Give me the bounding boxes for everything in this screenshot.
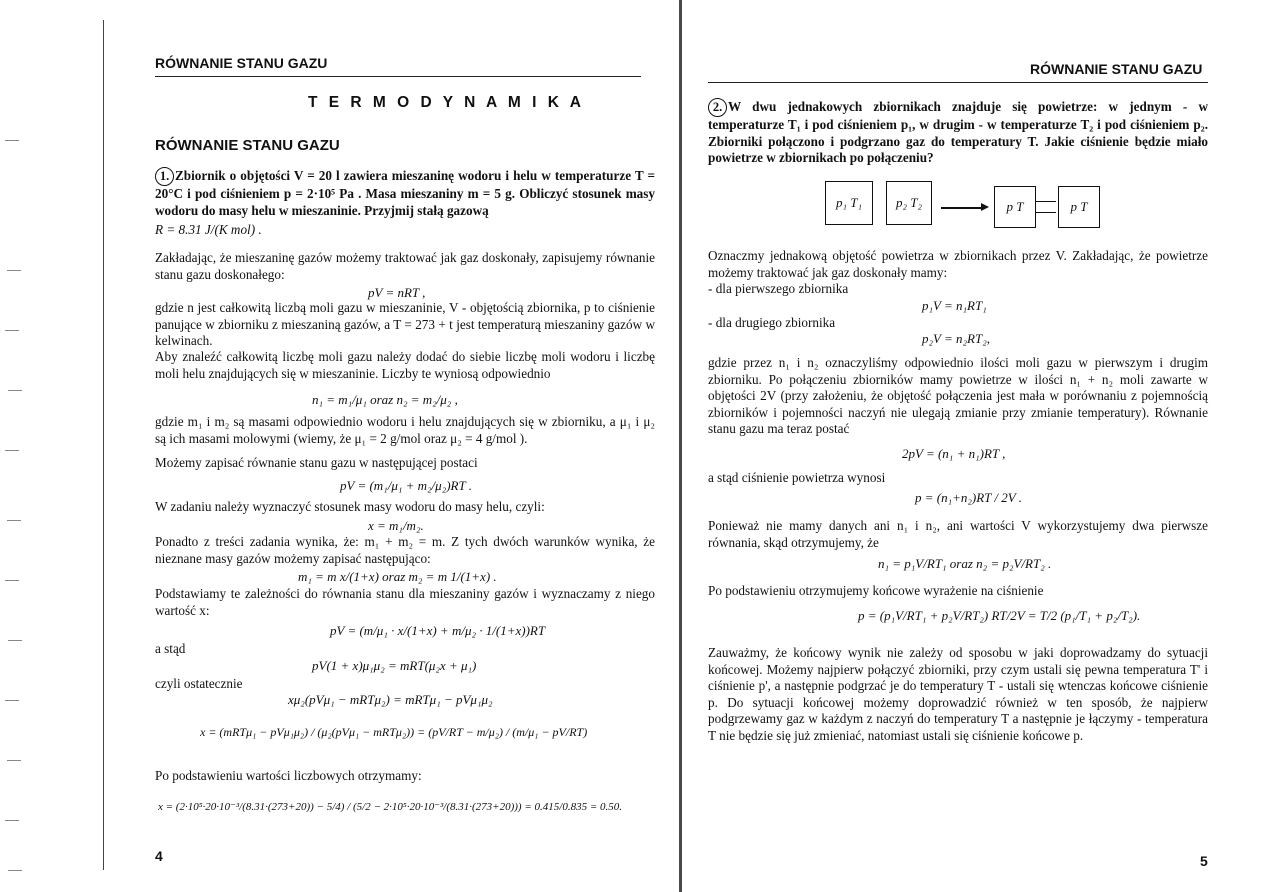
eq-moles: n₁ = m₁/μ₁ oraz n₂ = m₂/μ₂ , [312,392,458,407]
left-page-number: 4 [155,848,163,864]
eq-moles-right: n₁ = p₁V/RT₁ oraz n₂ = p₂V/RT₂ . [878,556,1052,571]
left-para-2: gdzie n jest całkowitą liczbą moli gazu w mieszaninie, V - objętością zbiornika, p to ciśnienie panujące w zbiorniku z mieszaniną gazów, a T = 273 + t jest temperaturą mieszaniny gazów w kelwinach. [155,300,655,348]
label-czyli: czyli ostatecznie [155,676,243,691]
left-para-5: Możemy zapisać równanie stanu gazu w następującej postaci [155,455,478,470]
left-para-4: gdzie m₁ i m₂ są masami odpowiednio wodoru i helu znajdujących się w zbiorniku, a μ₁ i μ₂ są ich masami molowymi (wiemy, że μ₁ = 2 g/mol oraz μ₂ = 4 g/mol ). [155,414,655,446]
right-page-number: 5 [1200,853,1208,869]
problem-1-text: Zbiornik o objętości V = 20 l zawiera mieszaninę wodoru i helu w temperaturze T = 20°C i pod ciśnieniem p = 2·10⁵ Pa . Masa mieszaniny m = 5 g. Obliczyć stosunek masy wodoru do masy helu w mieszaninie. Przyjmij stałą gazową [155,168,655,218]
eq-combined: 2pV = (n₁ + n₁)RT , [902,446,1006,461]
gas-constant: R = 8.31 J/(K mol) . [155,222,262,237]
arrow-icon [941,207,985,209]
right-header-rule [708,82,1208,83]
section-title: RÓWNANIE STANU GAZU [155,137,340,154]
left-para-1: Zakładając, że mieszaninę gazów możemy traktować jak gaz doskonały, zapisujemy równanie stanu gazu doskonałego: [155,250,655,282]
left-para-3: Aby znaleźć całkowitą liczbę moli gazu należy dodać do siebie liczbę moli wodoru i liczbę moli helu znajdujących się w mieszaninie. Liczby te wyniosą odpowiednio [155,349,655,381]
eq-x-solution: x = (mRTμ₁ − pVμ₁μ₂) / (μ₂(pVμ₁ − mRTμ₂)) = (pV/RT − m/μ₂) / (m/μ₁ − pV/RT) [200,725,588,739]
problem-2 [708,98,1208,167]
scan-margin-marks [5,0,45,892]
right-para-3: a stąd ciśnienie powietrza wynosi [708,470,886,485]
eq-x-ratio: x = m₁/m₂. [368,518,424,533]
tank-3: p T [994,186,1036,228]
eq-expanded: pV(1 + x)μ₁μ₂ = mRT(μ₂x + μ₁) [312,658,477,673]
eq-numeric: x = (2·10⁵·20·10⁻³/(8.31·(273+20)) − 5/4) / (5/2 − 2·10⁵·20·10⁻³/(8.31·(273+20))) = 0.415/0.835 = 0.50. [158,801,622,813]
tank-4: p T [1058,186,1100,228]
page-edge-line [103,20,104,870]
right-para-5: Po podstawieniu otrzymujemy końcowe wyrażenie na ciśnienie [708,583,1044,598]
right-item-1: - dla pierwszego zbiornika [708,281,849,296]
label-a-stad: a stąd [155,641,186,656]
eq-tank-1: p₁V = n₁RT₁ [922,298,987,313]
problem-2-number: 2. [708,98,727,117]
left-para-6: W zadaniu należy wyznaczyć stosunek masy wodoru do masy helu, czyli: [155,499,545,514]
problem-2-text: W dwu jednakowych zbiornikach znajduje się powietrze: w jednym - w temperaturze T₁ i pod ciśnieniem p₁, w drugim - w temperaturze T₂ i pod ciśnieniem p₂. Zbiorniki połączono i podgrzano gaz do temperatury T. Jakie ciśnienie będzie miało powietrze w zbiornikach po połączeniu? [708,99,1208,165]
left-para-7: Ponadto z treści zadania wynika, że: m₁ + m₂ = m. Z tych dwóch warunków wynika, że nieznane masy gazów możemy zapisać następująco: [155,534,655,566]
problem-1 [155,167,655,219]
right-item-2: - dla drugiego zbiornika [708,315,836,330]
eq-rearranged: xμ₂(pVμ₁ − mRTμ₂) = mRTμ₁ − pVμ₁μ₂ [288,692,493,707]
eq-state-mixture: pV = (m₁/μ₁ + m₂/μ₂)RT . [340,478,472,493]
right-running-head: RÓWNANIE STANU GAZU [1030,61,1203,77]
right-para-2: gdzie przez n₁ i n₂ oznaczyliśmy odpowiednio ilości moli gazu w pierwszym i drugim zbiorniku. Po połączeniu zbiorników mamy powietrze w ilości n₁ + n₂ moli zawarte w objętości 2V (przy założeniu, że objętość połączenia jest mała w porównaniu z pojemnością zbiorników i pojemności naczyń nie ulegają zmianie przy zmianie temperatury). Równanie stanu gazu ma teraz postać [708,355,1208,436]
left-para-8: Podstawiamy te zależności do równania stanu dla mieszaniny gazów i wyznaczamy z niego wartość x: [155,586,655,618]
tank-1: p₁ T₁ [825,181,873,225]
tank-connector [1036,201,1056,213]
left-header-rule [155,76,641,77]
left-para-9: Po podstawieniu wartości liczbowych otrzymamy: [155,768,422,783]
eq-substituted: pV = (m/μ₁ · x/(1+x) + m/μ₂ · 1/(1+x))RT [330,623,546,638]
eq-final: p = (p₁V/RT₁ + p₂V/RT₂) RT/2V = T/2 (p₁/T₁ + p₂/T₂). [858,608,1141,623]
eq-tank-2: p₂V = n₂RT₂, [922,331,990,346]
eq-pressure: p = (n₁+n₂)RT / 2V . [915,490,1022,505]
eq-masses: m₁ = m x/(1+x) oraz m₂ = m 1/(1+x) . [298,569,497,584]
tank-2: p₂ T₂ [886,181,932,225]
right-para-6: Zauważmy, że końcowy wynik nie zależy od sposobu w jaki doprowadzamy do sytuacji końcowej. Możemy najpierw połączyć zbiorniki, przy czym ustali się pewna temperatura T' i ciśnienie p', a następnie podgrzać je do temperatury T - ustali się wtenczas końcowe ciśnienie p. Do sytuacji końcowej możemy doprowadzić również w ten sposób, że najpierw podgrzewamy gaz w każdym z naczyń do temperatury T a następnie je łączymy - temperatura T nie będzie się już zmieniać, natomiast ustali się ciśnienie końcowe p. [708,645,1208,743]
eq-pv-nrt: pV = nRT , [368,285,426,300]
left-running-head: RÓWNANIE STANU GAZU [155,55,328,71]
right-para-4: Ponieważ nie mamy danych ani n₁ i n₂, ani wartości V wykorzystujemy dwa pierwsze równania, skąd otrzymujemy, że [708,518,1208,550]
right-para-1: Oznaczmy jednakową objętość powietrza w zbiornikach przez V. Zakładając, że powietrze możemy traktować jak gaz doskonały mamy: [708,248,1208,280]
problem-1-number: 1. [155,167,174,186]
chapter-title: T E R M O D Y N A M I K A [308,94,585,111]
